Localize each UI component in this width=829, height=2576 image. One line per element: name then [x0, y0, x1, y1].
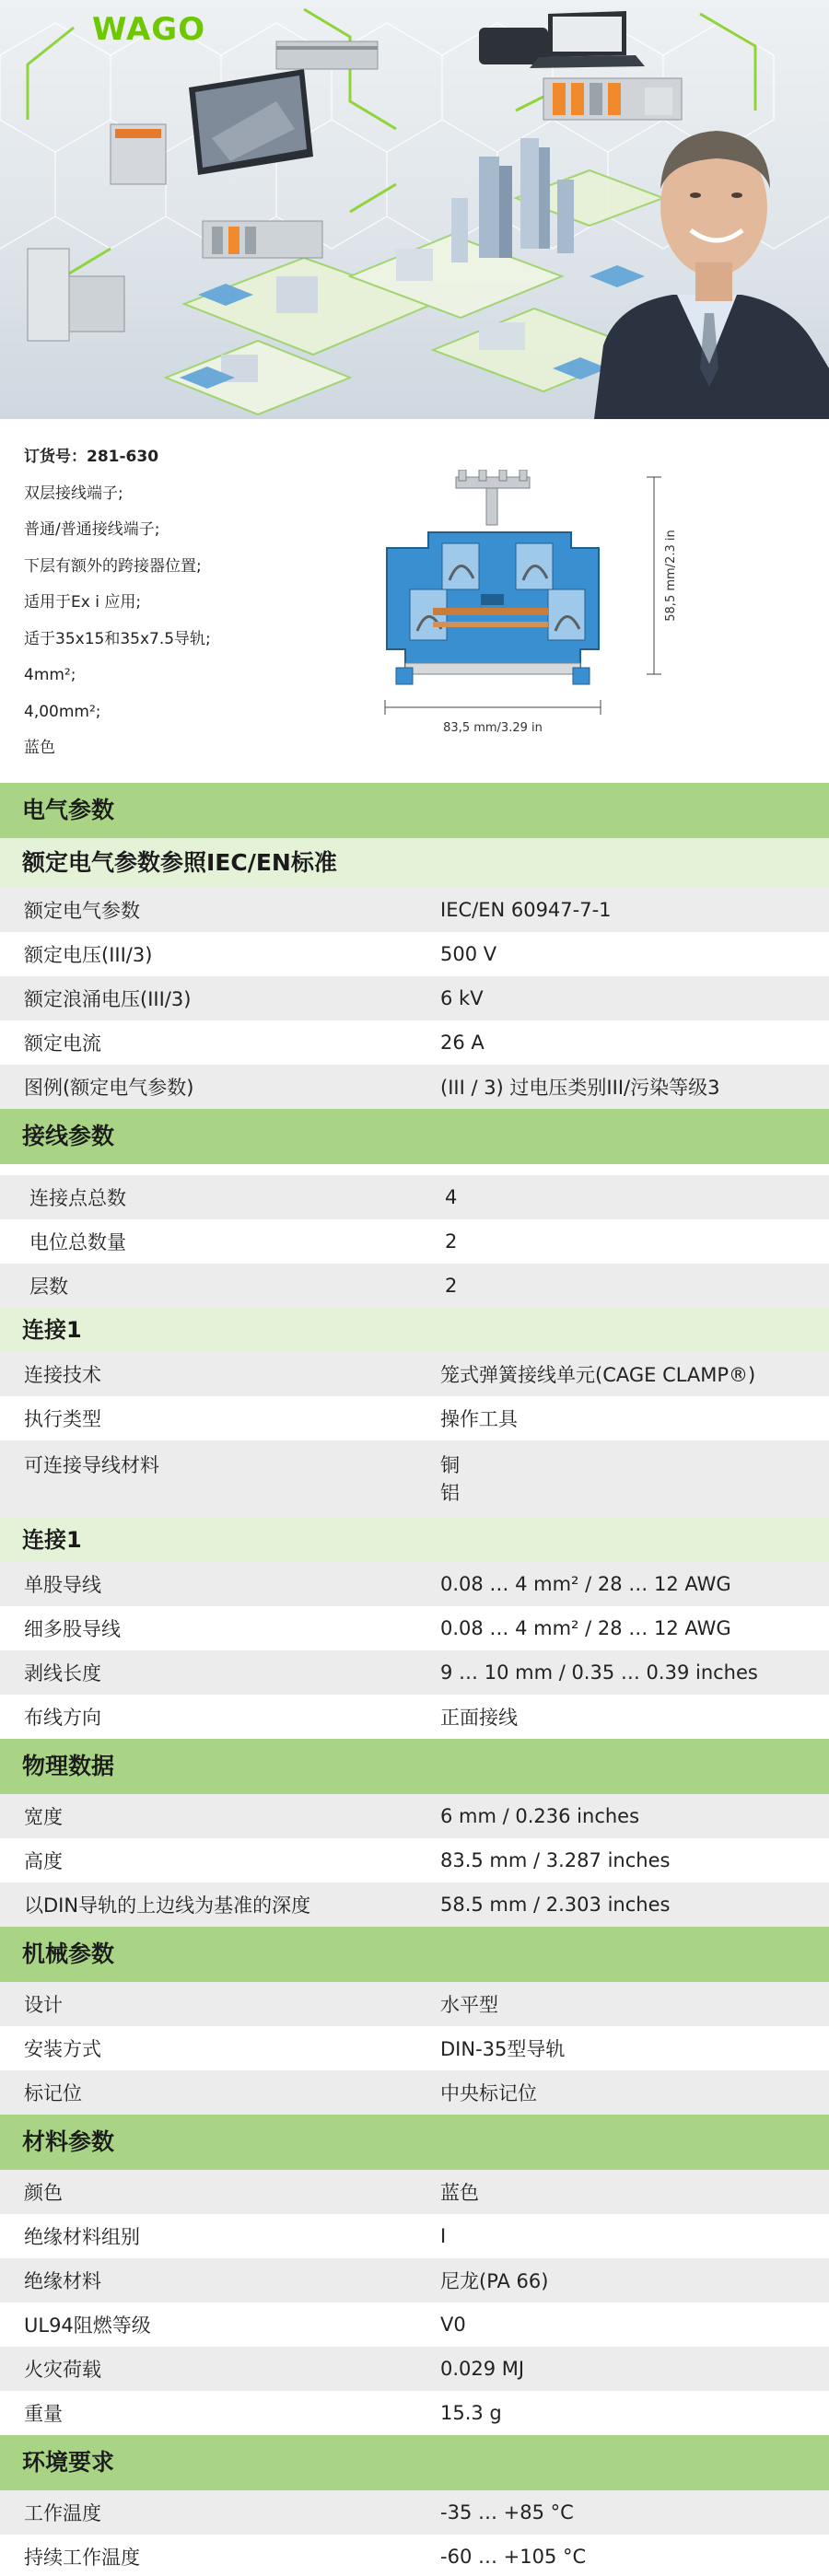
spec-value: -35 … +85 °C: [440, 2501, 574, 2524]
spec-key: 标记位: [24, 2082, 82, 2104]
spec-row: [0, 1882, 829, 1927]
spec-row: [0, 1794, 829, 1838]
spec-value: I: [440, 2225, 447, 2247]
spec-key: 以DIN导轨的上边线为基准的深度: [24, 1894, 311, 1917]
wago-logo: WAGO: [92, 11, 206, 48]
subsection-rated: 额定电气参数参照IEC/EN标准: [0, 838, 829, 888]
spec-table: [0, 783, 829, 2576]
spec-key: 额定电压(III/3): [24, 944, 153, 966]
spec-row: [0, 2535, 829, 2576]
spec-row: [0, 1650, 829, 1695]
section-material: 材料参数: [0, 2115, 829, 2170]
spec-value: 笼式弹簧接线单元(CAGE CLAMP®): [440, 1364, 756, 1386]
spec-key: 单股导线: [24, 1574, 101, 1596]
spec-value: [416, 1451, 829, 1507]
spec-row: [0, 2490, 829, 2535]
spec-value: 4: [445, 1186, 458, 1208]
feature-line: 蓝色: [24, 739, 55, 757]
spec-key: 绝缘材料: [24, 2270, 101, 2292]
feature-line: 适用于Ex i 应用;: [24, 593, 142, 612]
spec-value: 9 … 10 mm / 0.35 … 0.39 inches: [440, 1661, 758, 1684]
spec-key: 绝缘材料组别: [24, 2226, 140, 2248]
feature-line: 普通/普通接线端子;: [24, 520, 160, 539]
spec-row: [0, 1606, 829, 1650]
spec-key: 额定电气参数: [24, 900, 140, 922]
product-intro: [0, 419, 829, 783]
conductor-material: 铝: [440, 1482, 460, 1504]
spec-row: [0, 2391, 829, 2435]
subsection-connection1: 连接1: [0, 1308, 829, 1352]
spec-value: 15.3 g: [440, 2402, 502, 2424]
spec-row: [0, 932, 829, 976]
spec-key: 颜色: [24, 2182, 63, 2204]
spec-value: 26 A: [440, 1032, 485, 1054]
spec-value: IEC/EN 60947-7-1: [440, 899, 612, 921]
spec-value: 58.5 mm / 2.303 inches: [440, 1894, 671, 1916]
spec-value: (III / 3) 过电压类别III/污染等级3: [440, 1077, 720, 1099]
spec-row: [0, 1838, 829, 1882]
spec-row: [0, 2302, 829, 2347]
spec-key: 图例(额定电气参数): [24, 1077, 194, 1099]
spec-key: 持续工作温度: [24, 2547, 140, 2569]
spec-row: [0, 1219, 829, 1264]
spec-value: 0.08 … 4 mm² / 28 … 12 AWG: [440, 1573, 731, 1595]
spec-row: [0, 1065, 829, 1109]
spec-row: [0, 2347, 829, 2391]
spec-key: 重量: [24, 2403, 63, 2425]
section-gap: [0, 1164, 829, 1175]
spec-row: [0, 1352, 829, 1396]
spec-value: 2: [445, 1275, 458, 1297]
feature-line: 适于35x15和35x7.5导轨;: [24, 629, 211, 648]
spec-value: DIN-35型导轨: [440, 2038, 566, 2060]
spec-key: 额定电流: [24, 1032, 101, 1055]
spec-row: [0, 1020, 829, 1065]
spec-key: 执行类型: [24, 1408, 101, 1430]
section-electrical: 电气参数: [0, 783, 829, 838]
spec-value: 尼龙(PA 66): [440, 2270, 549, 2292]
spec-key: 布线方向: [24, 1707, 101, 1729]
hero-illustration: [0, 0, 829, 419]
spec-value: 0.08 … 4 mm² / 28 … 12 AWG: [440, 1617, 731, 1639]
spec-row: [0, 1175, 829, 1219]
spec-row: [0, 2070, 829, 2115]
spec-key: 设计: [24, 1994, 63, 2016]
spec-value: 正面接线: [440, 1707, 518, 1729]
spec-row: [0, 2258, 829, 2302]
spec-value: -60 … +105 °C: [440, 2546, 587, 2568]
spec-key: 细多股导线: [24, 1618, 121, 1640]
spec-row: [0, 1264, 829, 1308]
spec-key: 电位总数量: [29, 1231, 126, 1253]
feature-line: 下层有额外的跨接器位置;: [24, 556, 202, 576]
spec-value: 6 mm / 0.236 inches: [440, 1805, 640, 1827]
spec-value: 6 kV: [440, 987, 484, 1009]
width-dimension-label: 83,5 mm/3.29 in: [443, 721, 543, 735]
feature-line: 双层接线端子;: [24, 484, 123, 503]
section-environment: 环境要求: [0, 2435, 829, 2490]
height-dimension-label: 58,5 mm/2.3 in: [664, 530, 678, 622]
terminal-block-drawing: [378, 470, 709, 746]
spec-key: 高度: [24, 1850, 63, 1872]
spec-row: [0, 1982, 829, 2026]
spec-value: 0.029 MJ: [440, 2358, 525, 2380]
spec-row: [0, 2026, 829, 2070]
spec-value: 500 V: [440, 943, 497, 965]
spec-value: 操作工具: [440, 1408, 518, 1430]
spec-row: [0, 1396, 829, 1440]
spec-key: 层数: [29, 1276, 68, 1298]
spec-key: 安装方式: [24, 2038, 101, 2060]
spec-value: 水平型: [440, 1994, 498, 2016]
spec-key: 工作温度: [24, 2502, 101, 2524]
spec-key: 可连接导线材料: [24, 1454, 159, 1476]
spec-row: [0, 888, 829, 932]
conductor-material: 铜: [440, 1454, 460, 1476]
spec-row: [0, 2170, 829, 2214]
spec-row: [0, 2214, 829, 2258]
spec-key: UL94阻燃等级: [24, 2314, 151, 2337]
feature-line: 4mm²;: [24, 666, 76, 684]
product-summary: [24, 439, 211, 767]
spec-key: 连接技术: [24, 1364, 101, 1386]
spec-row: [0, 976, 829, 1020]
feature-line: 4,00mm²;: [24, 702, 101, 721]
spec-value: 中央标记位: [440, 2082, 537, 2104]
spec-key: 火灾荷载: [24, 2359, 101, 2381]
subsection-connection1b: 连接1: [0, 1518, 829, 1562]
spec-row: [0, 1562, 829, 1606]
section-mechanical: 机械参数: [0, 1927, 829, 1982]
spec-value: V0: [440, 2314, 466, 2336]
hero-banner: [0, 0, 829, 419]
section-wiring: 接线参数: [0, 1109, 829, 1164]
spec-value: 2: [445, 1230, 458, 1253]
section-physical: 物理数据: [0, 1739, 829, 1794]
spec-key: 剥线长度: [24, 1662, 101, 1684]
spec-key: 额定浪涌电压(III/3): [24, 988, 192, 1010]
spec-value: 蓝色: [440, 2182, 479, 2204]
spec-key: 连接点总数: [29, 1187, 126, 1209]
spec-row: [0, 1695, 829, 1739]
spec-row: [0, 1440, 829, 1518]
spec-key: 宽度: [24, 1806, 63, 1828]
spec-value: 83.5 mm / 3.287 inches: [440, 1849, 671, 1871]
order-number: 订货号：281-630: [24, 448, 159, 466]
